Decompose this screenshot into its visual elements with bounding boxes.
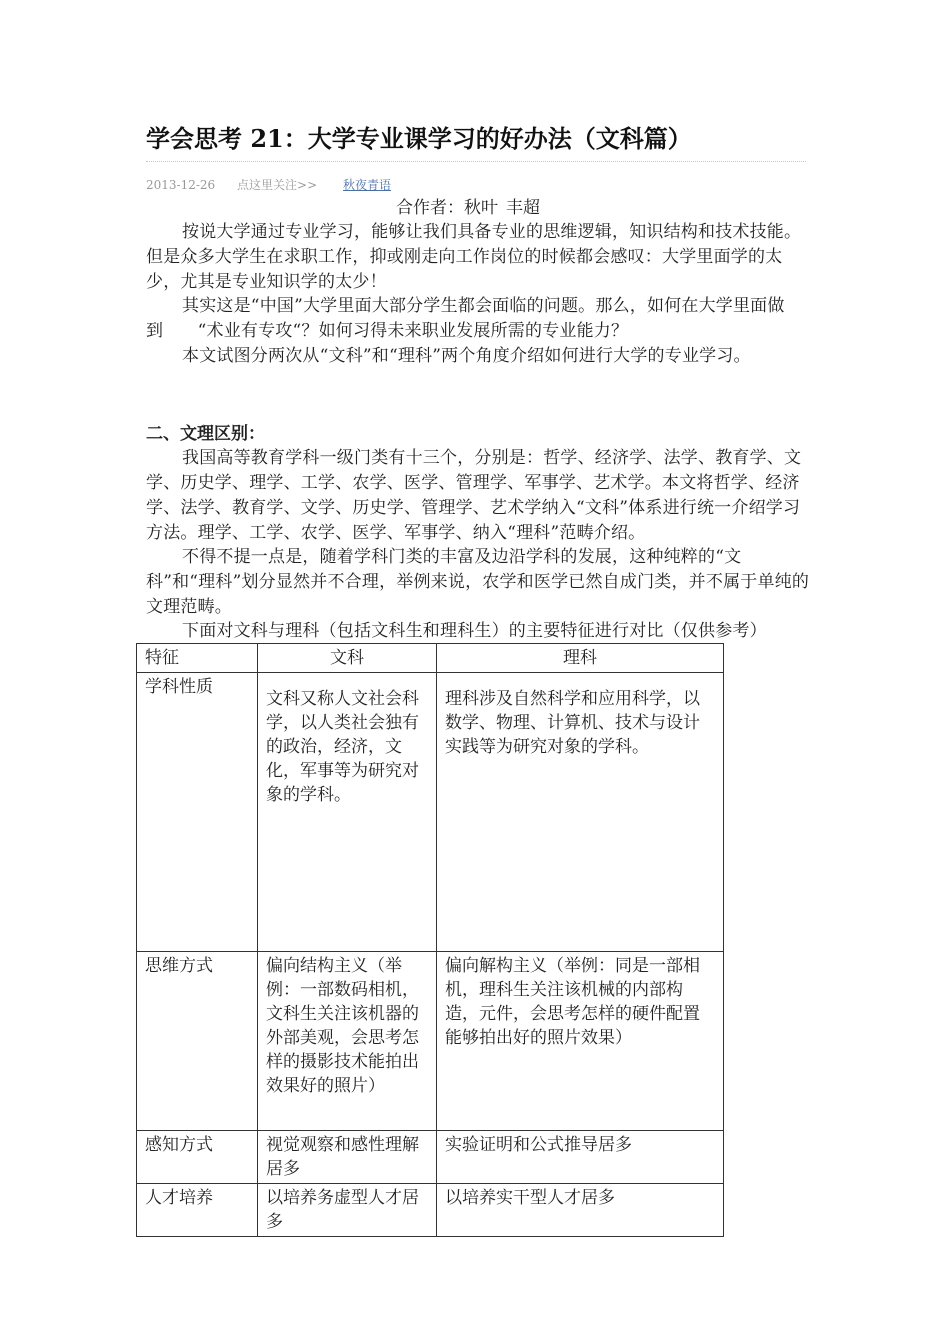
table-header: 特征 xyxy=(137,644,258,673)
paragraph: 按说大学通过专业学习，能够让我们具备专业的思维逻辑，知识结构和技术技能。但是众多大学生在求职工作，抑或刚走向工作岗位的时候都会感叹：大学里面学的太少，尤其是专业知识学的太少！ xyxy=(146,222,802,292)
section-heading: 二、文理区别： xyxy=(146,424,265,444)
coauthor-name: 丰超 xyxy=(506,198,540,218)
paragraph: 本文试图分两次从“文科”和“理科”两个角度介绍如何进行大学的专业学习。 xyxy=(182,346,751,366)
feature-cell: 学科性质 xyxy=(137,673,258,952)
paragraph: 下面对文科与理科（包括文科生和理科生）的主要特征进行对比（仅供参考） xyxy=(182,621,767,641)
arts-cell: 视觉观察和感性理解居多 xyxy=(258,1131,437,1184)
table-row xyxy=(137,1131,724,1184)
publish-date: 2013-12-26 xyxy=(146,178,216,192)
arts-cell: 偏向结构主义（举例：一部数码相机，文科生关注该机器的外部美观，会思考怎样的摄影技术能拍出效果好的照片） xyxy=(258,952,437,1131)
arts-cell: 以培养务虚型人才居多 xyxy=(258,1184,437,1237)
science-cell: 实验证明和公式推导居多 xyxy=(437,1131,724,1184)
author-link[interactable]: 秋夜青语 xyxy=(342,178,391,192)
article-meta xyxy=(146,177,391,195)
feature-cell: 人才培养 xyxy=(137,1184,258,1237)
coauthors-line xyxy=(396,196,540,220)
science-cell: 偏向解构主义（举例：同是一部相机，理科生关注该机械的内部构造，元件，会思考怎样的硬件配置能够拍出好的照片效果） xyxy=(437,952,724,1131)
title-divider xyxy=(146,161,806,162)
science-cell: 以培养实干型人才居多 xyxy=(437,1184,724,1237)
coauthor-name: 秋叶 xyxy=(464,198,498,218)
arts-cell: 文科又称人文社会科学，以人类社会独有的政治，经济，文化，军事等为研究对象的学科。 xyxy=(258,673,437,952)
table-row xyxy=(137,1184,724,1237)
feature-cell: 感知方式 xyxy=(137,1131,258,1184)
article-title: 学会思考 21：大学专业课学习的好办法（文科篇） xyxy=(146,124,692,153)
paragraph: 不得不提一点是，随着学科门类的丰富及边沿学科的发展，这种纯粹的“文科”和“理科”划分显然并不合理，举例来说，农学和医学已然自成门类，并不属于单纯的文理范畴。 xyxy=(146,547,810,617)
comparison-table xyxy=(136,643,724,1237)
table-header-row xyxy=(137,644,724,673)
table-header: 理科 xyxy=(437,644,724,673)
table-header: 文科 xyxy=(258,644,437,673)
coauthors-label: 合作者： xyxy=(396,198,464,218)
science-cell: 理科涉及自然科学和应用科学，以数学、物理、计算机、技术与设计实践等为研究对象的学科。 xyxy=(437,673,724,952)
paragraph: 我国高等教育学科一级门类有十三个，分别是：哲学、经济学、法学、教育学、文学、历史学、理学、工学、农学、医学、管理学、军事学、艺术学。本文将哲学、经济学、法学、教育学、文学、历史学、管理学、艺术学纳入“文科”体系进行统一介绍学习方法。理学、工学、农学、医学、军事学、纳入“理科”范畴介绍。 xyxy=(146,448,802,543)
feature-cell: 思维方式 xyxy=(137,952,258,1131)
table-row xyxy=(137,952,724,1131)
follow-link[interactable]: 点这里关注>> xyxy=(237,178,318,192)
table-row xyxy=(137,673,724,952)
paragraph: 其实这是“中国”大学里面大部分学生都会面临的问题。那么，如何在大学里面做到 “术业有专攻“？如何习得未来职业发展所需的专业能力？ xyxy=(146,296,785,341)
